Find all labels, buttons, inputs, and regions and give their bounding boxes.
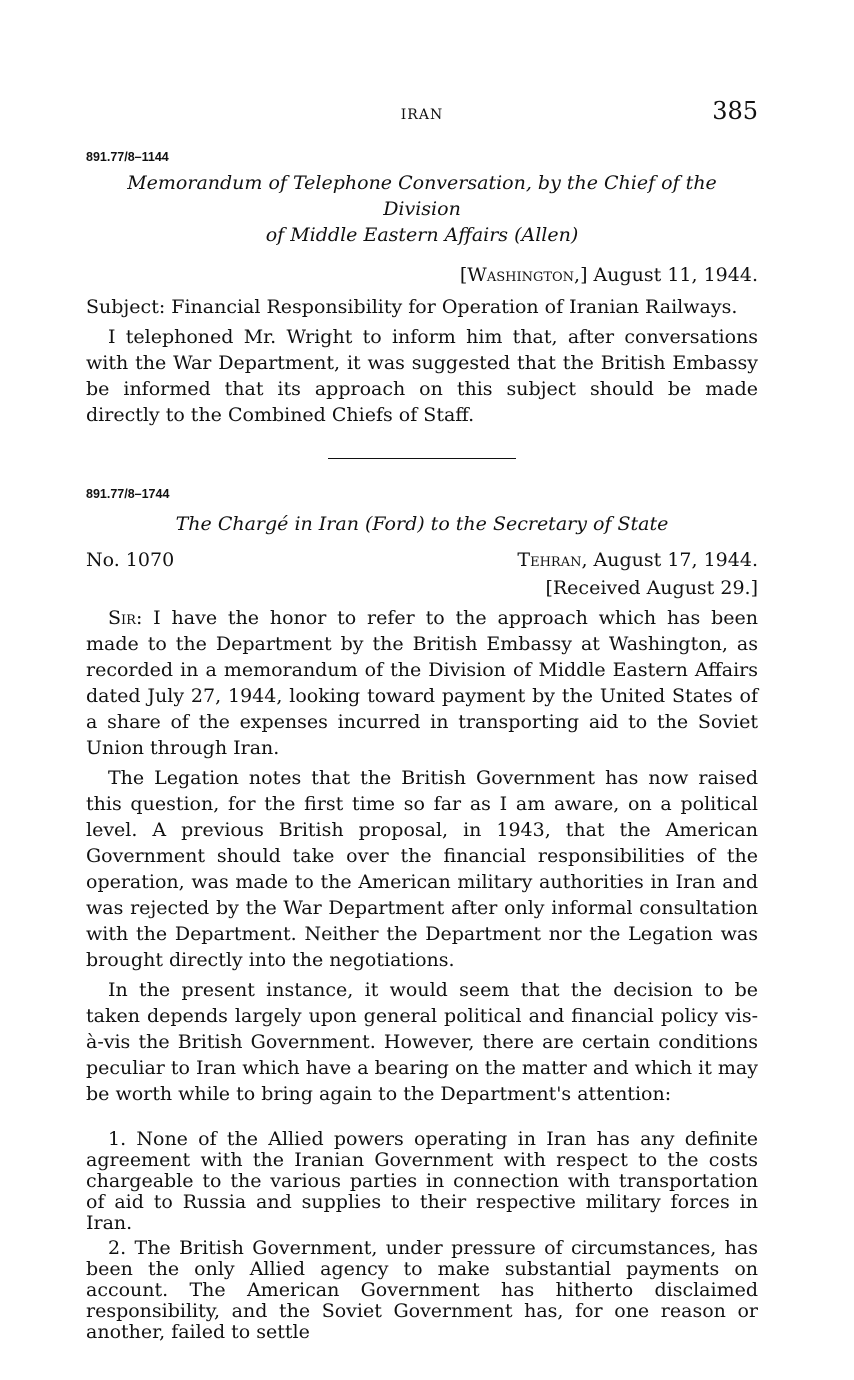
letter-paragraph-2: The Legation notes that the British Government has now raised this question, for the first time so far as I am aware, on a political level. A previous British proposal, in 1943, that the American Government should take over the financial responsibilities of the operation, was made to the American military authorities in Iran and was rejected by the War Department after only informal consultation with the Department. Neither the Department nor the Legation was brought directly into the negotiations. <box>86 767 758 971</box>
running-head <box>86 0 758 130</box>
dateline-2-date: August 17, 1944. <box>587 549 758 571</box>
document-title-1 <box>86 170 758 248</box>
document-title-2: The Chargé in Iran (Ford) to the Secretary of State <box>175 513 669 535</box>
document-title-1-line2: of Middle Eastern Affairs (Allen) <box>265 224 579 246</box>
list-item-1: 1. None of the Allied powers operating in Iran has any definite agreement with the Iranian Government with respect to the costs chargeable to the various parties in connection with transportation of aid to Russia and supplies to their respective military forces in Iran. <box>86 1128 758 1234</box>
letter-paragraph-3: In the present instance, it would seem that the decision to be taken depends largely upon general political and financial policy vis-à-vis the British Government. However, there are certain conditions peculiar to Iran which have a bearing on the matter and which it may be worth while to bring again to the Department's attention: <box>86 979 758 1105</box>
file-number-1: 891.77/8–1144 <box>86 150 169 164</box>
dispatch-number: No. 1070 <box>86 549 175 571</box>
subject-line: Subject: Financial Responsibility for Operation of Iranian Railways. <box>86 296 738 318</box>
dateline-2 <box>517 549 758 571</box>
document-title-1-line1: Memorandum of Telephone Conversation, by the Chief of the Division <box>127 172 717 220</box>
file-number-2: 891.77/8–1744 <box>86 487 170 501</box>
dateline-1-date: August 11, 1944. <box>587 264 758 286</box>
document-page <box>86 0 758 1343</box>
letter-paragraph-1-text: I have the honor to refer to the approach which has been made to the Department by the British Embassy at Washington, as recorded in a memorandum of the Division of Middle Eastern Affairs dated July 27, 1944, looking toward payment by the United States of a share of the expenses incurred in transporting aid to the Soviet Union through Iran. <box>86 607 758 759</box>
page-number: 385 <box>712 97 758 125</box>
dispatch-header <box>86 549 758 575</box>
received-date: [Received August 29.] <box>545 577 758 599</box>
running-head-title: IRAN <box>400 107 444 123</box>
dateline-2-place: Tehran, <box>517 549 588 571</box>
section-divider <box>328 458 516 459</box>
memo-paragraph: I telephoned Mr. Wright to inform him that, after conversations with the War Department, it was suggested that the British Embassy be informed that its approach on this subject should be made directly to the Combined Chiefs of Staff. <box>86 326 758 426</box>
dateline-1-place: [Washington,] <box>459 264 588 286</box>
letter-paragraph-1 <box>86 605 758 761</box>
salutation: Sir: <box>108 607 143 629</box>
dateline-1 <box>86 264 758 286</box>
list-item-2: 2. The British Government, under pressure of circumstances, has been the only Allied agency to make substantial payments on account. The American Government has hitherto disclaimed responsibility, and the Soviet Government has, for one reason or another, failed to settle <box>86 1237 758 1343</box>
